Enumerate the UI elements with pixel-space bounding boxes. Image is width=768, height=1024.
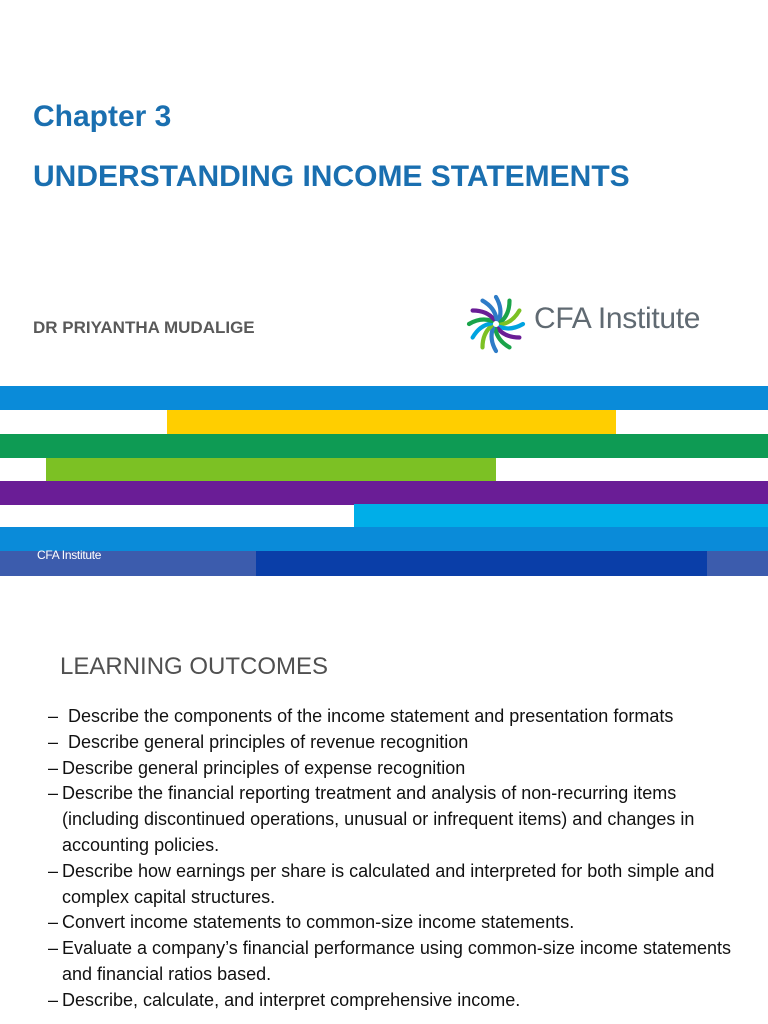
outcome-text: Describe how earnings per share is calculated and interpreted for both simple and complex capital structures. — [62, 860, 715, 907]
stripe-blue-bottom — [0, 527, 768, 551]
outcome-text: Evaluate a company’s financial performance using common-size income statements and financial ratios based. — [62, 938, 731, 984]
stripe-purple — [0, 481, 768, 505]
outcome-item — [44, 910, 744, 936]
dash-bullet: – — [48, 731, 59, 752]
dash-bullet: – — [48, 757, 59, 778]
outcome-item — [44, 936, 744, 988]
stripe-yellow — [167, 410, 616, 434]
author-name: DR PRIYANTHA MUDALIGE — [33, 318, 255, 337]
dash-bullet: – — [48, 938, 59, 959]
outcome-item — [44, 781, 744, 858]
cfa-starburst-icon — [466, 294, 526, 354]
chapter-heading: Chapter 3 — [33, 100, 172, 133]
outcome-item — [44, 730, 744, 756]
footer-band-middle — [256, 551, 707, 576]
slide-title: UNDERSTANDING INCOME STATEMENTS — [33, 160, 630, 193]
stripe-green — [0, 434, 768, 458]
outcome-item — [44, 704, 744, 730]
learning-outcomes-slide — [0, 576, 768, 1024]
cfa-logo-text: CFA Institute — [534, 302, 701, 335]
learning-outcomes-heading: LEARNING OUTCOMES — [60, 653, 329, 680]
dash-bullet: – — [48, 783, 59, 804]
outcome-text: Describe, calculate, and interpret comprehensive income. — [62, 989, 521, 1010]
outcome-item — [44, 859, 744, 911]
dash-bullet: – — [48, 706, 59, 726]
outcome-text: Describe the financial reporting treatment and analysis of non-recurring items (including discontinued operations, unusual or infrequent items) and changes in accounting policies. — [62, 783, 695, 855]
cfa-logo — [466, 294, 728, 354]
outcome-text: Describe the components of the income statement and presentation formats — [68, 706, 674, 726]
dash-bullet: – — [48, 912, 59, 933]
footer-band-right — [707, 551, 768, 576]
dash-bullet: – — [48, 989, 59, 1010]
stripe-cyan — [354, 504, 768, 528]
outcomes-list — [44, 704, 744, 1014]
outcome-item — [44, 988, 744, 1014]
stripe-lime — [46, 458, 496, 482]
outcome-item — [44, 756, 744, 782]
footer-label: CFA Institute — [37, 548, 102, 562]
stripe-blue-top — [0, 386, 768, 410]
outcome-text: Convert income statements to common-size income statements. — [62, 912, 575, 933]
outcome-text: Describe general principles of revenue recognition — [68, 731, 469, 752]
outcome-text: Describe general principles of expense recognition — [62, 757, 466, 778]
dash-bullet: – — [48, 860, 59, 881]
